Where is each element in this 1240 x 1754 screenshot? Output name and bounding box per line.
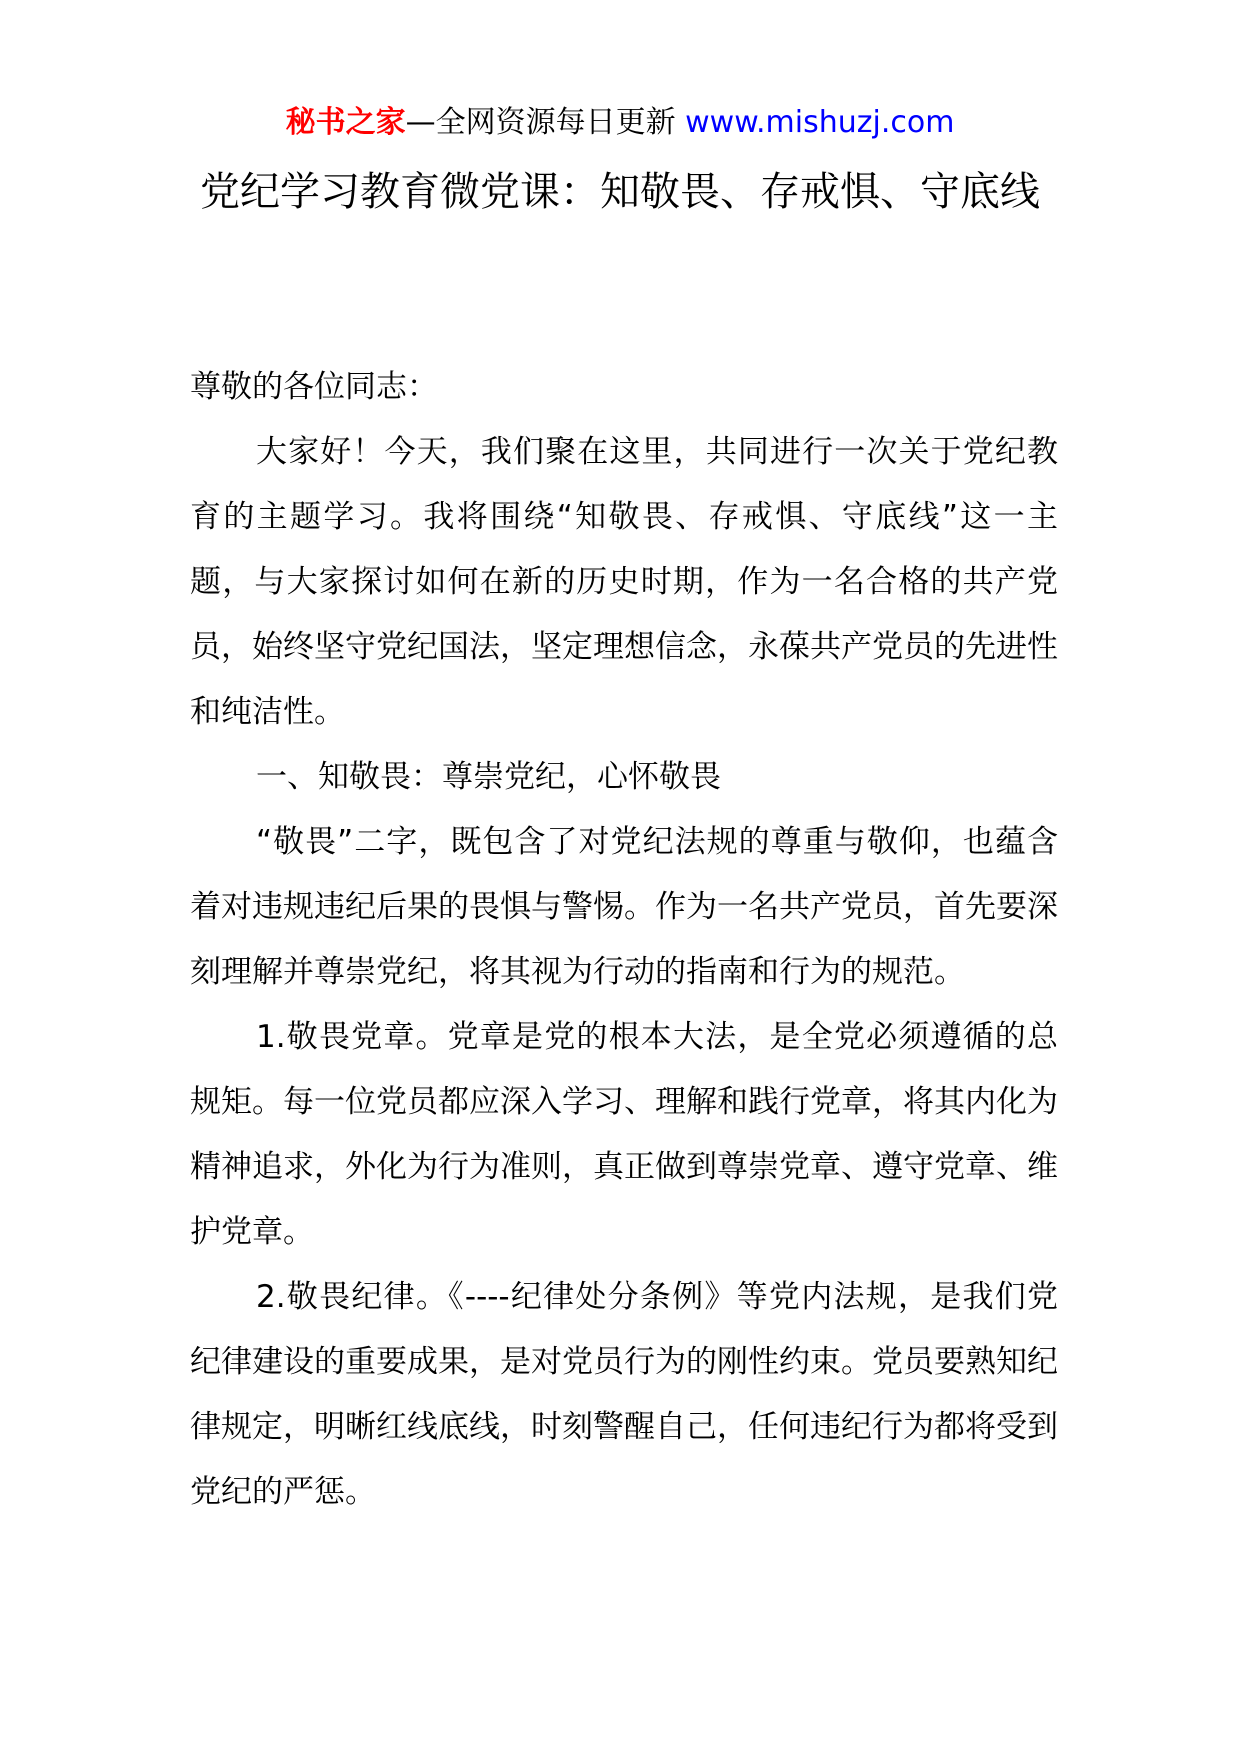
paragraph-intro: 大家好！今天，我们聚在这里，共同进行一次关于党纪教育的主题学习。我将围绕“知敬畏、存戒惧、守底线”这一主题，与大家探讨如何在新的历史时期，作为一名合格的共产党员，始终坚守党纪国法，坚定理想信念，永葆共产党员的先进性和纯洁性。 — [190, 434, 1058, 730]
document-title: 党纪学习教育微党课：知敬畏、存戒惧、守底线 — [200, 169, 1040, 215]
site-name: 秘书之家 — [285, 105, 406, 140]
salutation: 尊敬的各位同志： — [190, 369, 438, 405]
section-heading: 一、知敬畏：尊崇党纪，心怀敬畏 — [256, 759, 721, 795]
site-header — [0, 103, 1240, 143]
paragraph-awe: “敬畏”二字，既包含了对党纪法规的尊重与敬仰，也蕴含着对违规违纪后果的畏惧与警惕。作为一名共产党员，首先要深刻理解并尊崇党纪，将其视为行动的指南和行为的规范。 — [190, 824, 1058, 990]
site-slogan: —全网资源每日更新 — [405, 105, 686, 140]
site-url-link[interactable]: www.mishuzj.com — [685, 105, 955, 140]
document-body — [190, 355, 1058, 1525]
paragraph-item-2: 2.敬畏纪律。《----纪律处分条例》等党内法规，是我们党纪律建设的重要成果，是对党员行为的刚性约束。党员要熟知纪律规定，明晰红线底线，时刻警醒自己，任何违纪行为都将受到党纪的严惩。 — [190, 1279, 1058, 1510]
paragraph-item-1: 1.敬畏党章。党章是党的根本大法，是全党必须遵循的总规矩。每一位党员都应深入学习、理解和践行党章，将其内化为精神追求，外化为行为准则，真正做到尊崇党章、遵守党章、维护党章。 — [190, 1019, 1058, 1250]
